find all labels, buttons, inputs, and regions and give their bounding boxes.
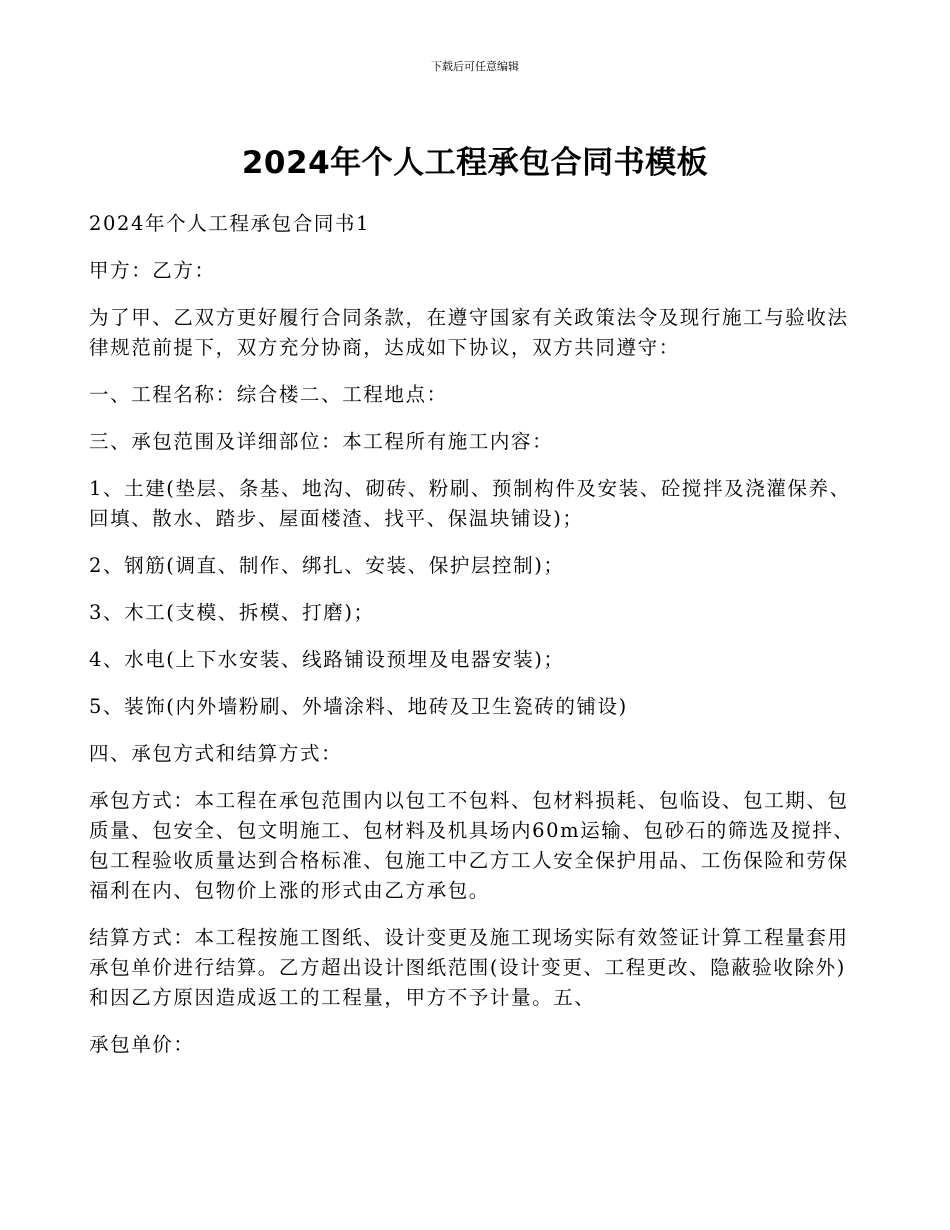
header-note: 下载后可任意编辑	[431, 60, 519, 73]
paragraph-scope-decoration: 5、装饰(内外墙粉刷、外墙涂料、地砖及卫生瓷砖的铺设)	[89, 695, 628, 718]
paragraph-contract-settlement-heading: 四、承包方式和结算方式：	[89, 742, 343, 765]
paragraph-contract-subtitle: 2024年个人工程承包合同书1	[89, 212, 371, 235]
paragraph-parties: 甲方：乙方：	[89, 259, 216, 282]
document-body	[89, 209, 859, 1077]
paragraph-contract-method: 承包方式：本工程在承包范围内以包工不包料、包材料损耗、包临设、包工期、包质量、包安全、包文明施工、包材料及机具场内60m运输、包砂石的筛选及搅拌、包工程验收质量达到合格标准、包施工中乙方工人安全保护用品、工伤保险和劳保福利在内、包物价上涨的形式由乙方承包。	[89, 789, 855, 902]
paragraph-settlement-method: 结算方式：本工程按施工图纸、设计变更及施工现场实际有效签证计算工程量套用承包单价进行结算。乙方超出设计图纸范围(设计变更、工程更改、隐蔽验收除外)和因乙方原因造成返工的工程量，甲方不予计量。五、	[89, 926, 849, 1009]
paragraph-project-name-location: 一、工程名称：综合楼二、工程地点：	[89, 383, 448, 406]
document-title: 2024年个人工程承包合同书模板	[241, 145, 709, 181]
paragraph-scope-carpentry: 3、木工(支模、拆模、打磨)；	[89, 601, 375, 624]
paragraph-scope-civil: 1、土建(垫层、条基、地沟、砌砖、粉刷、预制构件及安装、砼搅拌及浇灌保养、回填、散水、踏步、屋面楼渣、找平、保温块铺设)；	[89, 477, 851, 530]
paragraph-scope-heading: 三、承包范围及详细部位：本工程所有施工内容：	[89, 430, 554, 453]
paragraph-preamble: 为了甲、乙双方更好履行合同条款，在遵守国家有关政策法令及现行施工与验收法律规范前提下，双方充分协商，达成如下协议，双方共同遵守：	[89, 306, 849, 359]
paragraph-unit-price: 承包单价：	[89, 1033, 195, 1056]
paragraph-scope-plumbing-electrical: 4、水电(上下水安装、线路铺设预埋及电器安装)；	[89, 648, 565, 671]
paragraph-scope-rebar: 2、钢筋(调直、制作、绑扎、安装、保护层控制)；	[89, 554, 565, 577]
